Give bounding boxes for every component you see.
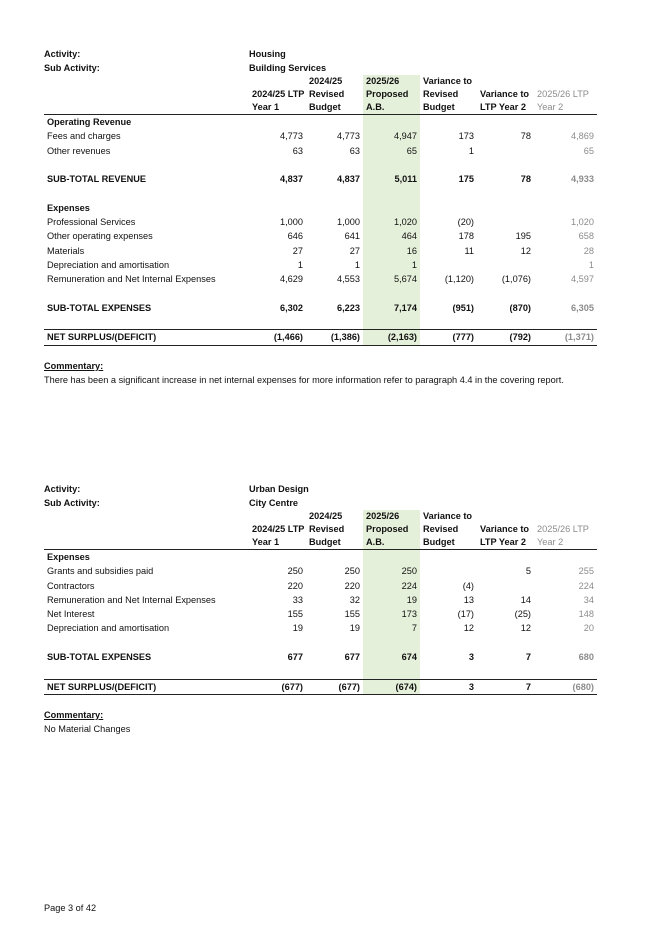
group-heading: Expenses (47, 202, 90, 213)
spacer-row (44, 664, 597, 679)
subactivity-value: Building Services (249, 63, 327, 73)
subactivity-label: Sub Activity: (44, 498, 100, 508)
cell: 680 (578, 652, 594, 663)
header-cell: Proposed (363, 523, 420, 536)
header-cell: Revised (309, 524, 345, 534)
header-cell: Budget (420, 101, 477, 115)
header-cell (249, 75, 306, 88)
cell: 175 (458, 174, 474, 185)
column-header (44, 75, 597, 115)
commentary-heading: Commentary: (44, 360, 104, 371)
cell: 677 (287, 652, 303, 663)
cell: 12 (520, 245, 531, 256)
cell: (777) (420, 330, 477, 345)
cell: (4) (462, 580, 474, 591)
cell: (870) (509, 302, 531, 313)
cell (477, 144, 534, 158)
budget-table (44, 75, 597, 346)
activity-row (44, 482, 597, 496)
cell: 7 (477, 679, 534, 694)
header-cell: Variance to (423, 76, 473, 86)
spacer-row (44, 158, 597, 172)
cell: 4,629 (280, 274, 303, 285)
row-label: Remuneration and Net Internal Expenses (47, 594, 216, 605)
cell: (680) (534, 679, 597, 694)
header-row (44, 536, 597, 550)
activity-row (44, 47, 597, 61)
row-label: NET SURPLUS/(DEFICIT) (44, 679, 249, 694)
cell: 12 (520, 623, 531, 634)
activity-value: Housing (249, 49, 286, 59)
cell: 63 (349, 145, 360, 156)
cell: 1 (468, 145, 474, 156)
net-surplus-row (44, 679, 597, 694)
row-label: SUB-TOTAL EXPENSES (47, 652, 152, 663)
cell: 33 (292, 594, 303, 605)
column-header (44, 510, 597, 550)
cell: 27 (349, 245, 360, 256)
cell: 674 (363, 650, 420, 664)
cell: 255 (578, 566, 594, 577)
cell: 173 (363, 607, 420, 621)
table-row (44, 244, 597, 258)
row-label: SUB-TOTAL EXPENSES (47, 302, 152, 313)
group-heading: Operating Revenue (47, 117, 132, 127)
row-label: SUB-TOTAL REVENUE (47, 174, 147, 185)
row-label: Materials (47, 245, 85, 256)
table-row (44, 621, 597, 635)
row-label: Depreciation and amortisation (47, 623, 170, 634)
cell: 7 (525, 652, 531, 663)
row-label: Remuneration and Net Internal Expenses (47, 274, 216, 285)
table-row (44, 607, 597, 621)
header-row (44, 510, 597, 523)
cell: 464 (363, 229, 420, 243)
page-number: Page 3 of 42 (44, 903, 97, 913)
cell: 677 (344, 652, 360, 663)
header-cell: 2025/26 LTP (537, 89, 589, 99)
header-row (44, 88, 597, 101)
budget-table (44, 510, 597, 695)
cell (420, 564, 477, 578)
header-cell: Year 1 (249, 101, 306, 115)
cell: 4,773 (337, 131, 360, 142)
spacer-row (44, 186, 597, 200)
cell: (17) (457, 609, 474, 620)
cell: 1,000 (280, 217, 303, 228)
table-body (44, 550, 597, 695)
cell: 220 (287, 580, 303, 591)
group-heading-row (44, 550, 597, 565)
header-cell: 2025/26 (363, 510, 420, 523)
cell: 27 (292, 245, 303, 256)
cell: 155 (287, 609, 303, 620)
cell: 250 (363, 564, 420, 578)
cell: 195 (515, 231, 531, 242)
cell: 250 (287, 566, 303, 577)
header-cell: LTP Year 2 (477, 536, 534, 550)
header-cell: Revised (423, 89, 459, 99)
subtotal-row (44, 650, 597, 664)
cell: 1 (363, 258, 420, 272)
cell: (25) (514, 609, 531, 620)
cell: 148 (578, 609, 594, 620)
row-label: NET SURPLUS/(DEFICIT) (44, 330, 249, 345)
cell: 14 (520, 594, 531, 605)
cell: 4,773 (280, 131, 303, 142)
commentary-text: There has been a significant increase in net internal expenses for more information refer to paragraph 4.4 in the covering report. (44, 374, 564, 385)
spacer-row (44, 636, 597, 650)
activity-label: Activity: (44, 49, 81, 59)
cell: 155 (344, 609, 360, 620)
cell: 13 (463, 594, 474, 605)
group-heading-row (44, 201, 597, 215)
cell: 11 (464, 245, 474, 256)
header-cell: LTP Year 2 (477, 101, 534, 115)
cell: 12 (463, 623, 474, 634)
table-row (44, 229, 597, 243)
header-cell: A.B. (363, 536, 420, 550)
table-row (44, 579, 597, 593)
cell: 7,174 (363, 301, 420, 315)
header-cell: Variance to (480, 89, 530, 99)
header-cell: 2025/26 LTP (537, 524, 589, 534)
cell: 5,674 (363, 272, 420, 286)
cell: 4,553 (337, 274, 360, 285)
cell: 78 (520, 174, 531, 185)
header-cell: Year 2 (534, 101, 597, 115)
header-cell: 2024/25 (309, 511, 343, 521)
header-cell: Revised (423, 524, 459, 534)
header-cell: Budget (306, 536, 363, 550)
cell: 1,000 (337, 217, 360, 228)
cell: 224 (363, 579, 420, 593)
cell: 34 (583, 594, 594, 605)
cell (477, 579, 534, 593)
group-heading: Expenses (47, 552, 90, 562)
row-label: Professional Services (47, 217, 136, 228)
subactivity-row (44, 496, 597, 510)
cell: 7 (363, 621, 420, 635)
cell: 6,305 (571, 302, 594, 313)
cell: 1 (354, 259, 360, 270)
cell: 4,597 (571, 274, 594, 285)
cell: 19 (363, 593, 420, 607)
header-cell: Year 1 (249, 536, 306, 550)
header-cell: Year 2 (534, 536, 597, 550)
cell: 5,011 (363, 172, 420, 186)
header-cell (249, 510, 306, 523)
cell: 4,837 (337, 174, 360, 185)
cell: (792) (477, 330, 534, 345)
table-row (44, 144, 597, 158)
cell: 65 (363, 144, 420, 158)
row-label: Fees and charges (47, 131, 121, 142)
cell: 3 (420, 679, 477, 694)
cell: 646 (287, 231, 303, 242)
cell: 1,020 (571, 217, 594, 228)
budget-section-urban-design (44, 482, 597, 736)
cell: 224 (578, 580, 594, 591)
commentary-text: No Material Changes (44, 723, 131, 734)
net-surplus-row (44, 330, 597, 345)
cell: 173 (458, 131, 474, 142)
cell: 4,947 (363, 129, 420, 143)
row-label: Net Interest (47, 609, 95, 620)
header-cell: 2024/25 LTP (252, 89, 305, 99)
cell: 220 (344, 580, 360, 591)
budget-section-housing (44, 47, 597, 387)
header-cell (534, 75, 597, 88)
cell: (677) (306, 679, 363, 694)
cell: 4,933 (571, 174, 594, 185)
cell: (677) (249, 679, 306, 694)
header-row (44, 523, 597, 536)
activity-value: Urban Design (249, 484, 309, 494)
subactivity-row (44, 61, 597, 75)
cell: 63 (292, 145, 303, 156)
header-cell: Variance to (423, 511, 473, 521)
cell: (1,371) (534, 330, 597, 345)
header-cell: Budget (306, 101, 363, 115)
header-cell: 2025/26 (363, 75, 420, 88)
table-row (44, 564, 597, 578)
header-cell (477, 510, 534, 523)
table-body (44, 115, 597, 346)
row-label: Depreciation and amortisation (47, 259, 170, 270)
cell: (2,163) (363, 330, 420, 345)
cell: 1 (588, 259, 594, 270)
cell: 20 (583, 623, 594, 634)
header-cell: Variance to (480, 524, 530, 534)
subactivity-value: City Centre (249, 498, 299, 508)
header-row (44, 75, 597, 88)
cell: (1,120) (444, 274, 474, 285)
header-row (44, 101, 597, 115)
cell: 178 (458, 231, 474, 242)
cell: 658 (578, 231, 594, 242)
table-row (44, 272, 597, 286)
commentary-heading: Commentary: (44, 709, 104, 720)
cell (420, 258, 477, 272)
header-cell (534, 510, 597, 523)
cell: 28 (583, 245, 594, 256)
cell: 6,223 (337, 302, 360, 313)
header-cell: Budget (420, 536, 477, 550)
cell: 32 (349, 594, 360, 605)
table-row (44, 129, 597, 143)
cell (477, 258, 534, 272)
header-cell: A.B. (363, 101, 420, 115)
cell: (1,076) (501, 274, 531, 285)
cell (477, 215, 534, 229)
cell: 19 (292, 623, 303, 634)
subtotal-row (44, 172, 597, 186)
row-label: Contractors (47, 580, 95, 591)
subtotal-row (44, 301, 597, 315)
cell: 78 (520, 131, 531, 142)
cell: 6,302 (280, 302, 303, 313)
cell: 250 (344, 566, 360, 577)
cell: 5 (525, 566, 531, 577)
cell: (1,466) (249, 330, 306, 345)
cell: (1,386) (306, 330, 363, 345)
cell: 16 (363, 244, 420, 258)
table-row (44, 215, 597, 229)
cell: (20) (457, 217, 474, 228)
cell: 19 (349, 623, 360, 634)
cell: 641 (344, 231, 360, 242)
header-cell: Proposed (363, 88, 420, 101)
header-cell: 2024/25 (309, 76, 343, 86)
row-label: Other revenues (47, 145, 111, 156)
spacer-row (44, 315, 597, 330)
row-label: Other operating expenses (47, 231, 153, 242)
activity-label: Activity: (44, 484, 81, 494)
cell: 1,020 (363, 215, 420, 229)
cell: 1 (297, 259, 303, 270)
header-cell (477, 75, 534, 88)
group-heading-row (44, 115, 597, 130)
subactivity-label: Sub Activity: (44, 63, 100, 73)
cell: 4,869 (571, 131, 594, 142)
cell: 3 (468, 652, 474, 663)
cell: (951) (452, 302, 474, 313)
header-cell: Revised (309, 89, 345, 99)
header-cell: 2024/25 LTP (252, 524, 305, 534)
cell: 4,837 (280, 174, 303, 185)
table-row (44, 593, 597, 607)
spacer-row (44, 287, 597, 301)
table-row (44, 258, 597, 272)
row-label: Grants and subsidies paid (47, 566, 154, 577)
cell: 65 (583, 145, 594, 156)
cell: (674) (363, 679, 420, 694)
